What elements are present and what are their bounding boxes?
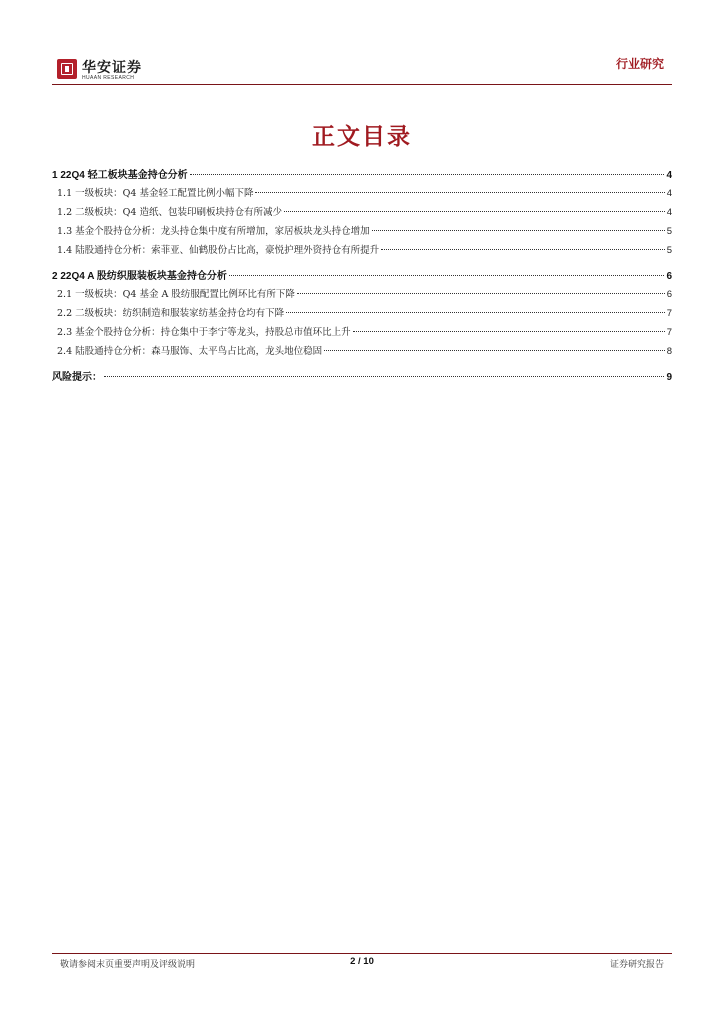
toc-entry-text: 1 22Q4 轻工板块基金持仓分析 (52, 170, 188, 181)
toc-entry-page: 6 (666, 289, 672, 300)
toc-entry-text: 2.4 陆股通持仓分析：森马服饰、太平鸟占比高，龙头地位稳固 (57, 346, 323, 357)
company-name-cn: 华安证券 (82, 60, 142, 76)
page-title: 正文目录 (312, 124, 412, 150)
toc-entry-2-3[interactable] (52, 324, 672, 343)
footer-disclaimer: 敬请参阅末页重要声明及评级说明 (60, 960, 196, 970)
huaan-logo-icon (57, 59, 77, 79)
toc-entry-text: 2 22Q4 A 股纺织服装板块基金持仓分析 (52, 271, 227, 282)
footer-divider (52, 953, 672, 954)
toc-entry-page: 6 (666, 271, 672, 282)
toc-leader-dots (190, 174, 665, 175)
toc-entry-page: 4 (666, 207, 672, 218)
report-category: 行业研究 (615, 57, 664, 71)
toc-entry-1[interactable] (52, 166, 672, 185)
toc-leader-dots (297, 293, 665, 294)
toc-leader-dots (324, 350, 665, 351)
toc-entry-1-1[interactable] (52, 185, 672, 204)
toc-leader-dots (229, 275, 665, 276)
toc-entry-page: 7 (666, 308, 672, 319)
toc-leader-dots (286, 312, 665, 313)
toc-entry-page: 9 (666, 372, 672, 383)
toc-entry-1-3[interactable] (52, 223, 672, 242)
toc-entry-page: 4 (666, 188, 672, 199)
toc-entry-text: 风险提示： (52, 372, 102, 383)
toc-entry-page: 8 (666, 346, 672, 357)
page-header (0, 0, 724, 90)
toc-entry-risk[interactable] (52, 368, 672, 387)
toc-entry-2[interactable] (52, 267, 672, 286)
toc-entry-page: 5 (666, 245, 672, 256)
toc-entry-2-1[interactable] (52, 286, 672, 305)
header-divider (52, 84, 672, 85)
toc-entry-text: 1.4 陆股通持仓分析：索菲亚、仙鹤股份占比高，豪悦护理外资持仓有所提升 (57, 245, 380, 256)
toc-leader-dots (381, 249, 665, 250)
toc-entry-2-4[interactable] (52, 343, 672, 362)
toc-entry-text: 2.3 基金个股持仓分析：持仓集中于李宁等龙头，持股总市值环比上升 (57, 327, 351, 338)
toc-entry-page: 4 (666, 170, 672, 181)
toc-entry-text: 1.2 二级板块：Q4 造纸、包装印刷板块持仓有所减少 (57, 207, 282, 218)
toc-leader-dots (104, 376, 664, 377)
toc-entry-text: 2.2 二级板块：纺织制造和服装家纺基金持仓均有下降 (57, 308, 285, 319)
toc-entry-text: 1.1 一级板块：Q4 基金轻工配置比例小幅下降 (57, 188, 254, 199)
toc-leader-dots (353, 331, 665, 332)
toc-leader-dots (284, 211, 665, 212)
toc-entry-text: 1.3 基金个股持仓分析：龙头持仓集中度有所增加，家居板块龙头持仓增加 (57, 226, 370, 237)
company-name-en: HUAAN RESEARCH (82, 75, 135, 81)
toc-leader-dots (255, 192, 664, 193)
page-number: 2 / 10 (350, 956, 374, 967)
toc-entry-1-4[interactable] (52, 242, 672, 261)
toc-entry-text: 2.1 一级板块：Q4 基金 A 股纺服配置比例环比有所下降 (57, 289, 295, 300)
table-of-contents (52, 166, 672, 387)
toc-leader-dots (372, 230, 665, 231)
toc-entry-2-2[interactable] (52, 305, 672, 324)
toc-entry-1-2[interactable] (52, 204, 672, 223)
toc-entry-page: 7 (666, 327, 672, 338)
toc-entry-page: 5 (666, 226, 672, 237)
footer-doc-type: 证券研究报告 (609, 960, 664, 970)
